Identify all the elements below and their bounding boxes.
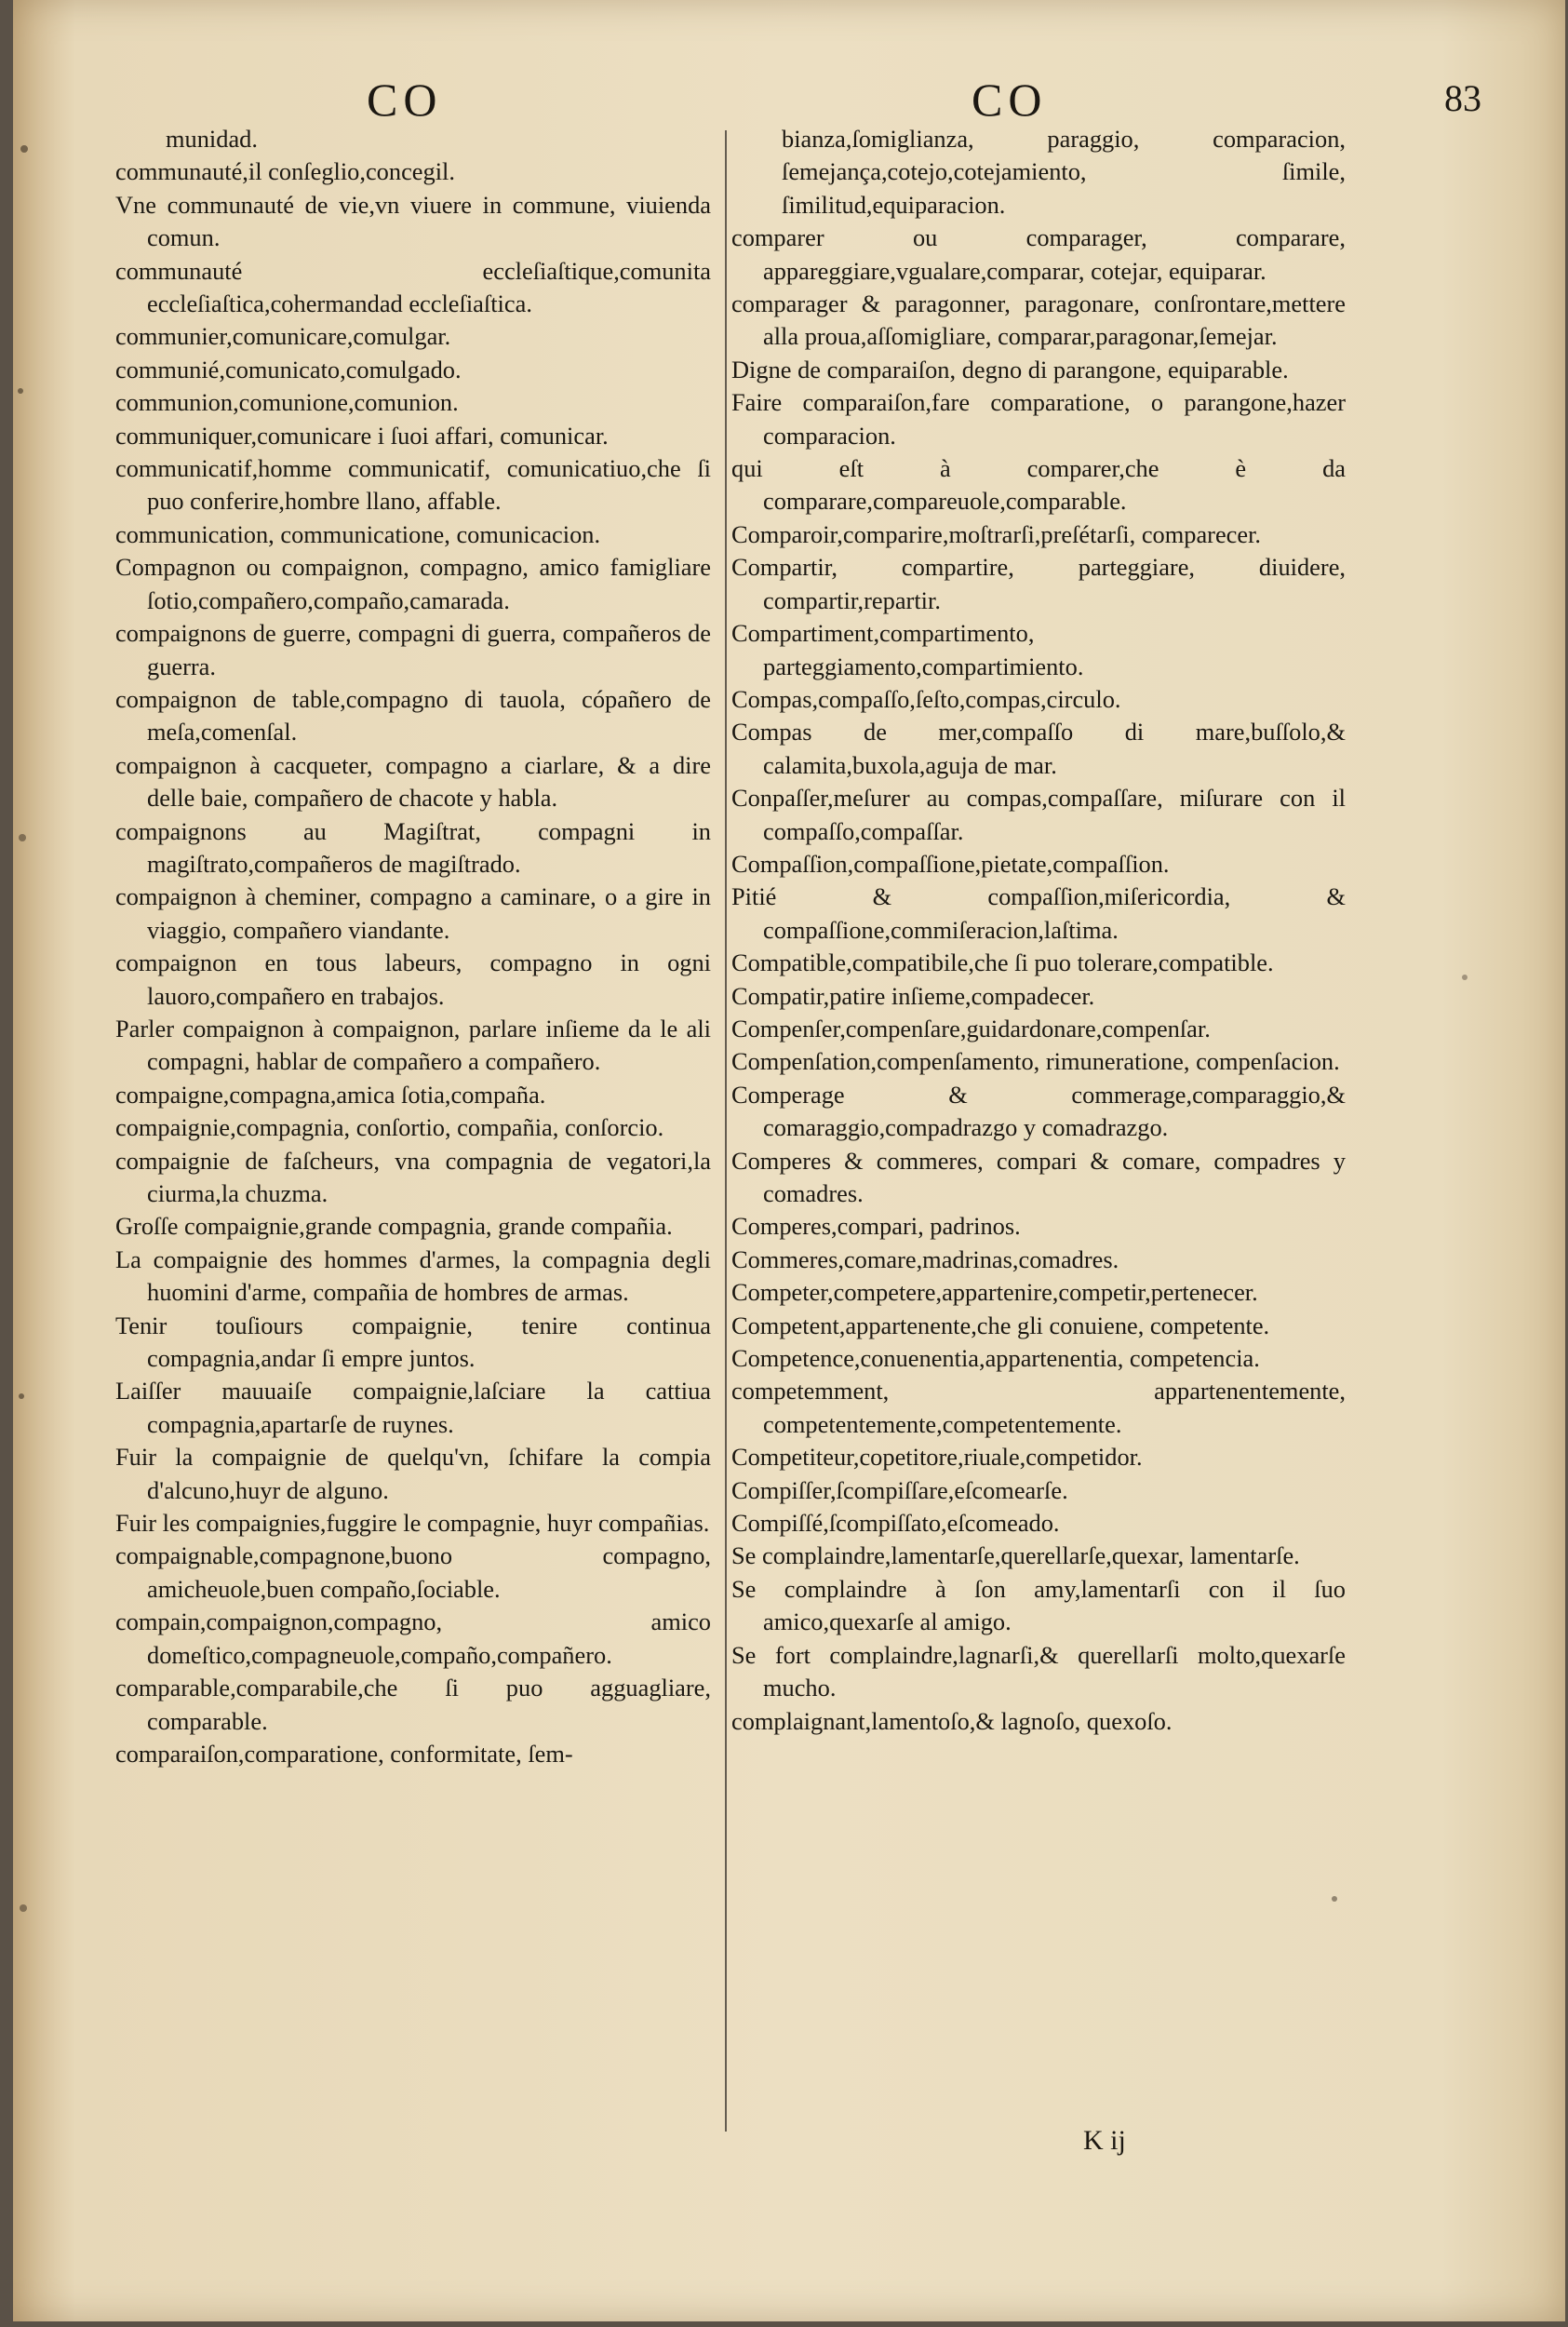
dictionary-entry: Competiteur,copetitore,riuale,competidor. xyxy=(731,1443,1143,1472)
dictionary-entry: competemment, appartenentemente, competentemente,competentemente. xyxy=(731,1377,1346,1438)
dictionary-entry: Compatible,compatibile,che ſi puo tolerare,compatible. xyxy=(731,948,1274,977)
dictionary-entry: compaignon en tous labeurs, compagno in ogni lauoro,compañero en trabajos. xyxy=(115,948,711,1010)
dictionary-entry: comparable,comparabile,che ſi puo agguagliare, comparable. xyxy=(115,1674,711,1735)
dictionary-entry: compain,compaignon,compagno, amico domeſtico,compagneuole,compaño,compañero. xyxy=(115,1607,711,1669)
dictionary-entry: compaigne,compagna,amica ſotia,compaña. xyxy=(115,1080,546,1109)
dictionary-entry: Parler compaignon à compaignon, parlare inſieme da le ali compagni, hablar de compañero a compañero. xyxy=(115,1014,711,1076)
dictionary-entry: La compaignie des hommes d'armes, la compagnia degli huomini d'arme, compañia de hombres de armas. xyxy=(115,1244,711,1307)
dictionary-entry: Compaſſion,compaſſione,pietate,compaſſion. xyxy=(731,849,1170,878)
dictionary-entry: Fuir les compaignies,fuggire le compagnie, huyr compañias. xyxy=(115,1509,710,1538)
dictionary-entry: compaignie de faſcheurs, vna compagnia de vegatori,la ciurma,la chuzma. xyxy=(115,1146,711,1207)
dictionary-entry: Comperes & commeres, compari & comare, compadres y comadres. xyxy=(731,1146,1346,1207)
dictionary-entry: bianza,ſomiglianza, paraggio, comparacion, ſemejança,cotejo,cotejamiento, ſimile, ſimilitud,equiparacion. xyxy=(782,125,1346,219)
dictionary-entry: Se complaindre à ſon amy,lamentarſi con il ſuo amico,quexarſe al amigo. xyxy=(731,1574,1346,1636)
dictionary-entry: compaignon à cacqueter, compagno a ciarlare, & a dire delle baie, compañero de chacote y habla. xyxy=(115,750,711,813)
dictionary-entry: Faire comparaiſon,fare comparatione, o parangone,hazer comparacion. xyxy=(731,388,1346,450)
running-head-right: CO xyxy=(972,74,1048,126)
dictionary-entry: comparer ou comparager, comparare, appareggiare,vgualare,comparar, cotejar, equiparar. xyxy=(731,223,1346,285)
dictionary-entry: compaignons de guerre, compagni di guerra, compañeros de guerra. xyxy=(115,619,711,680)
dictionary-entry: communication, communicatione, comunicacion. xyxy=(115,519,601,548)
dictionary-entry: Comparoir,comparire,moſtrarſi,preſétarſi, comparecer. xyxy=(731,519,1262,548)
running-head-left: CO xyxy=(367,74,443,126)
dictionary-entry: Compatir,patire inſieme,compadecer. xyxy=(731,981,1095,1010)
dictionary-entry: compaignon de table,compagno di tauola, cópañero de meſa,comenſal. xyxy=(115,684,711,747)
dictionary-entry: Compiſſé,ſcompiſſato,eſcomeado. xyxy=(731,1509,1060,1538)
dictionary-entry: comparaiſon,comparatione, conformitate, ſem- xyxy=(115,1739,573,1768)
dictionary-entry: compaignons au Magiſtrat, compagni in magiſtrato,compañeros de magiſtrado. xyxy=(115,816,711,878)
dictionary-entry: Se complaindre,lamentarſe,querellarſe,quexar, lamentarſe. xyxy=(731,1541,1300,1570)
left-column xyxy=(115,123,711,1770)
dictionary-entry: Comperes,compari, padrinos. xyxy=(731,1212,1021,1241)
dictionary-entry: comparager & paragonner, paragonare, conſrontare,mettere alla proua,aſſomigliare, comparar,paragonar,ſemejar. xyxy=(731,289,1346,351)
dictionary-entry: Competence,conuenentia,appartenentia, competencia. xyxy=(731,1344,1260,1373)
dictionary-entry: Compagnon ou compaignon, compagno, amico famigliare ſotio,compañero,compaño,camarada. xyxy=(115,553,711,614)
dictionary-entry: Laiſſer mauuaiſe compaignie,laſciare la cattiua compagnia,apartarſe de ruynes. xyxy=(115,1377,711,1438)
dictionary-entry: Compas de mer,compaſſo di mare,buſſolo,& calamita,buxola,aguja de mar. xyxy=(731,718,1346,779)
dictionary-entry: complaignant,lamentoſo,& lagnoſo, quexoſo. xyxy=(731,1706,1173,1735)
dictionary-entry: Commeres,comare,madrinas,comadres. xyxy=(731,1244,1119,1273)
dictionary-entry: communié,comunicato,comulgado. xyxy=(115,355,462,383)
column-divider xyxy=(725,130,727,2132)
dictionary-entry: compaignable,compagnone,buono compagno, amicheuole,buen compaño,ſociable. xyxy=(115,1541,711,1603)
dictionary-entry: Tenir touſiours compaignie, tenire continua compagnia,andar ſi empre juntos. xyxy=(115,1311,711,1373)
dictionary-entry: Vne communauté de vie,vn viuere in commune, viuienda comun. xyxy=(115,190,711,252)
dictionary-entry: Comperage & commerage,comparaggio,& comaraggio,compadrazgo y comadrazgo. xyxy=(731,1080,1346,1142)
dictionary-entry: compaignon à cheminer, compagno a caminare, o a gire in viaggio, compañero viandante. xyxy=(115,882,711,944)
dictionary-entry: munidad. xyxy=(166,125,258,153)
dictionary-entry: Competer,competere,appartenire,competir,pertenecer. xyxy=(731,1278,1258,1307)
dictionary-entry: Compartiment,compartimento, parteggiamento,compartimiento. xyxy=(731,619,1084,680)
dictionary-entry: communicatif,homme communicatif, comunicatiuo,che ſi puo conferire,hombre llano, affable. xyxy=(115,454,711,516)
dictionary-entry: communier,comunicare,comulgar. xyxy=(115,322,451,351)
dictionary-entry: Compartir, compartire, parteggiare, diuidere, compartir,repartir. xyxy=(731,553,1346,614)
dictionary-entry: Digne de comparaiſon, degno di parangone, equiparable. xyxy=(731,355,1289,383)
dictionary-entry: Se fort complaindre,lagnarſi,& querellarſi molto,quexarſe mucho. xyxy=(731,1640,1346,1702)
book-page xyxy=(13,0,1565,2321)
right-column xyxy=(731,123,1346,1738)
dictionary-entry: qui eſt à comparer,che è da comparare,compareuole,comparable. xyxy=(731,454,1346,516)
dictionary-entry: communiquer,comunicare i ſuoi affari, comunicar. xyxy=(115,421,609,450)
dictionary-entry: Fuir la compaignie de quelqu'vn, ſchifare la compia d'alcuno,huyr de alguno. xyxy=(115,1443,711,1504)
dictionary-entry: Competent,appartenente,che gli conuiene, competente. xyxy=(731,1311,1270,1339)
dictionary-entry: Compas,compaſſo,ſeſto,compas,circulo. xyxy=(731,684,1121,713)
dictionary-entry: Compenſer,compenſare,guidardonare,compenſar. xyxy=(731,1014,1211,1042)
signature-mark: K ij xyxy=(1083,2125,1126,2156)
page-number: 83 xyxy=(1444,77,1481,119)
dictionary-entry: Conpaſſer,meſurer au compas,compaſſare, miſurare con il compaſſo,compaſſar. xyxy=(731,784,1346,845)
dictionary-entry: Compiſſer,ſcompiſſare,eſcomearſe. xyxy=(731,1475,1068,1504)
dictionary-entry: Groſſe compaignie,grande compagnia, grande compañia. xyxy=(115,1212,673,1241)
dictionary-entry: communauté,il conſeglio,concegil. xyxy=(115,157,455,186)
dictionary-entry: compaignie,compagnia, conſortio, compañia, conſorcio. xyxy=(115,1113,664,1142)
dictionary-entry: Pitié & compaſſion,miſericordia, & compaſſione,commiſeracion,laſtima. xyxy=(731,882,1346,944)
dictionary-entry: Compenſation,compenſamento, rimuneratione, compenſacion. xyxy=(731,1047,1340,1076)
dictionary-entry: communion,comunione,comunion. xyxy=(115,388,459,417)
dictionary-entry: communauté eccleſiaſtique,comunita eccleſiaſtica,cohermandad eccleſiaſtica. xyxy=(115,256,711,318)
